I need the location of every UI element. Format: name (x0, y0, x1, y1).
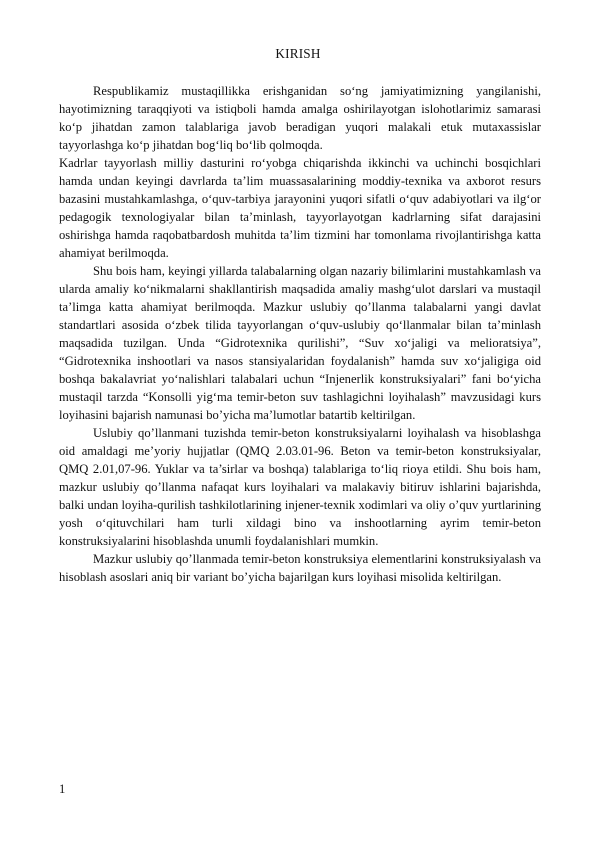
page-number: 1 (59, 782, 66, 796)
body-text (59, 82, 541, 586)
paragraph-5: Mazkur uslubiy qo’llanmada temir-beton konstruksiya elementlarini konstruksiyalash va hisoblash asoslari aniq bir variant bo’yicha bajarilgan kurs loyihasi misolida keltirilgan. (59, 552, 541, 584)
paragraph-1: Respublikamiz mustaqillikka erishganidan so‘ng jamiyatimizning yangilanishi, hayotimizning taraqqiyoti va istiqboli hamda amalga oshirilayotgan islohotlarimiz samarasi ko‘p jihatdan zamon talablariga javob beradigan yuqori malakali etuk mutaxassislar tayyorlashga ko‘p jihatdan bog‘liq bo‘lib qolmoqda. (59, 84, 541, 152)
paragraph-2: Kadrlar tayyorlash milliy dasturini ro‘yobga chiqarishda ikkinchi va uchinchi bosqichlari hamda undan keyingi davrlarda ta’lim muassasalarining moddiy-texnika va axborot resurs bazasini mustahkamlashga, o‘quv-tarbiya jarayonini yuqori sifatli o‘quv adabiyotlari va ilg‘or pedagogik texnologiyalar bilan ta’minlash, tayyorlayotgan kadrlarning sifat darajasini oshirishga hamda raqobatbardosh muhitda ta’lim tizmini har tomonlama rivojlantirishga katta ahamiyat berilmoqda. (59, 156, 541, 260)
paragraph-3: Shu bois ham, keyingi yillarda talabalarning olgan nazariy bilimlarini mustahkamlash va ularda amaliy ko‘nikmalarni shakllantirish maqsadida amaliy mashg‘ulot darslari va mustaqil ta’limga katta ahamiyat berilmoqda. Mazkur uslubiy qo’llanma talabalarni yangi davlat standartlari asosida o‘zbek tilida tayyorlangan o‘quv-uslubiy qo‘llanmalar bilan ta’minlash maqsadida tuzilgan. Unda “Gidrotexnika qurilishi”, “Suv xo‘jaligi va melioratsiya”, “Gidrotexnika inshootlari va nasos stansiyalaridan foydalanish” hamda suv xo‘jaligiga oid boshqa bakalavriat yo‘nalishlari talabalari uchun “Injenerlik konstruksiyalari” fani bo‘yicha mustaqil tarzda “Konsolli yig‘ma temir-beton suv tashlagichni loyihalash” mavzusidagi kurs loyihasini bajarish namunasi bo’yicha ma’lumotlar batartib keltirilgan. (59, 264, 541, 422)
paragraph-4: Uslubiy qo’llanmani tuzishda temir-beton konstruksiyalarni loyihalash va hisoblashga oid amaldagi me’yoriy hujjatlar (QMQ 2.03.01-96. Beton va temir-beton konstruksiyalar, QMQ 2.01,07-96. Yuklar va ta’sirlar va boshqa) talablariga to‘liq rioya etildi. Shu bois ham, mazkur uslubiy qo’llanma nafaqat kurs loyihalari va malakaviy bitiruv ishlarini bajarishda, balki undan loyiha-qurilish tashkilotlarining injener-texnik xodimlari va oliy o’quv yurtlarining yosh o‘qituvchilari ham turli xildagi bino va inshootlarning ayrim temir-beton konstruksiyalarini hisoblashda unumli foydalanishlari mumkin. (59, 426, 541, 548)
page-title: KIRISH (275, 46, 321, 61)
